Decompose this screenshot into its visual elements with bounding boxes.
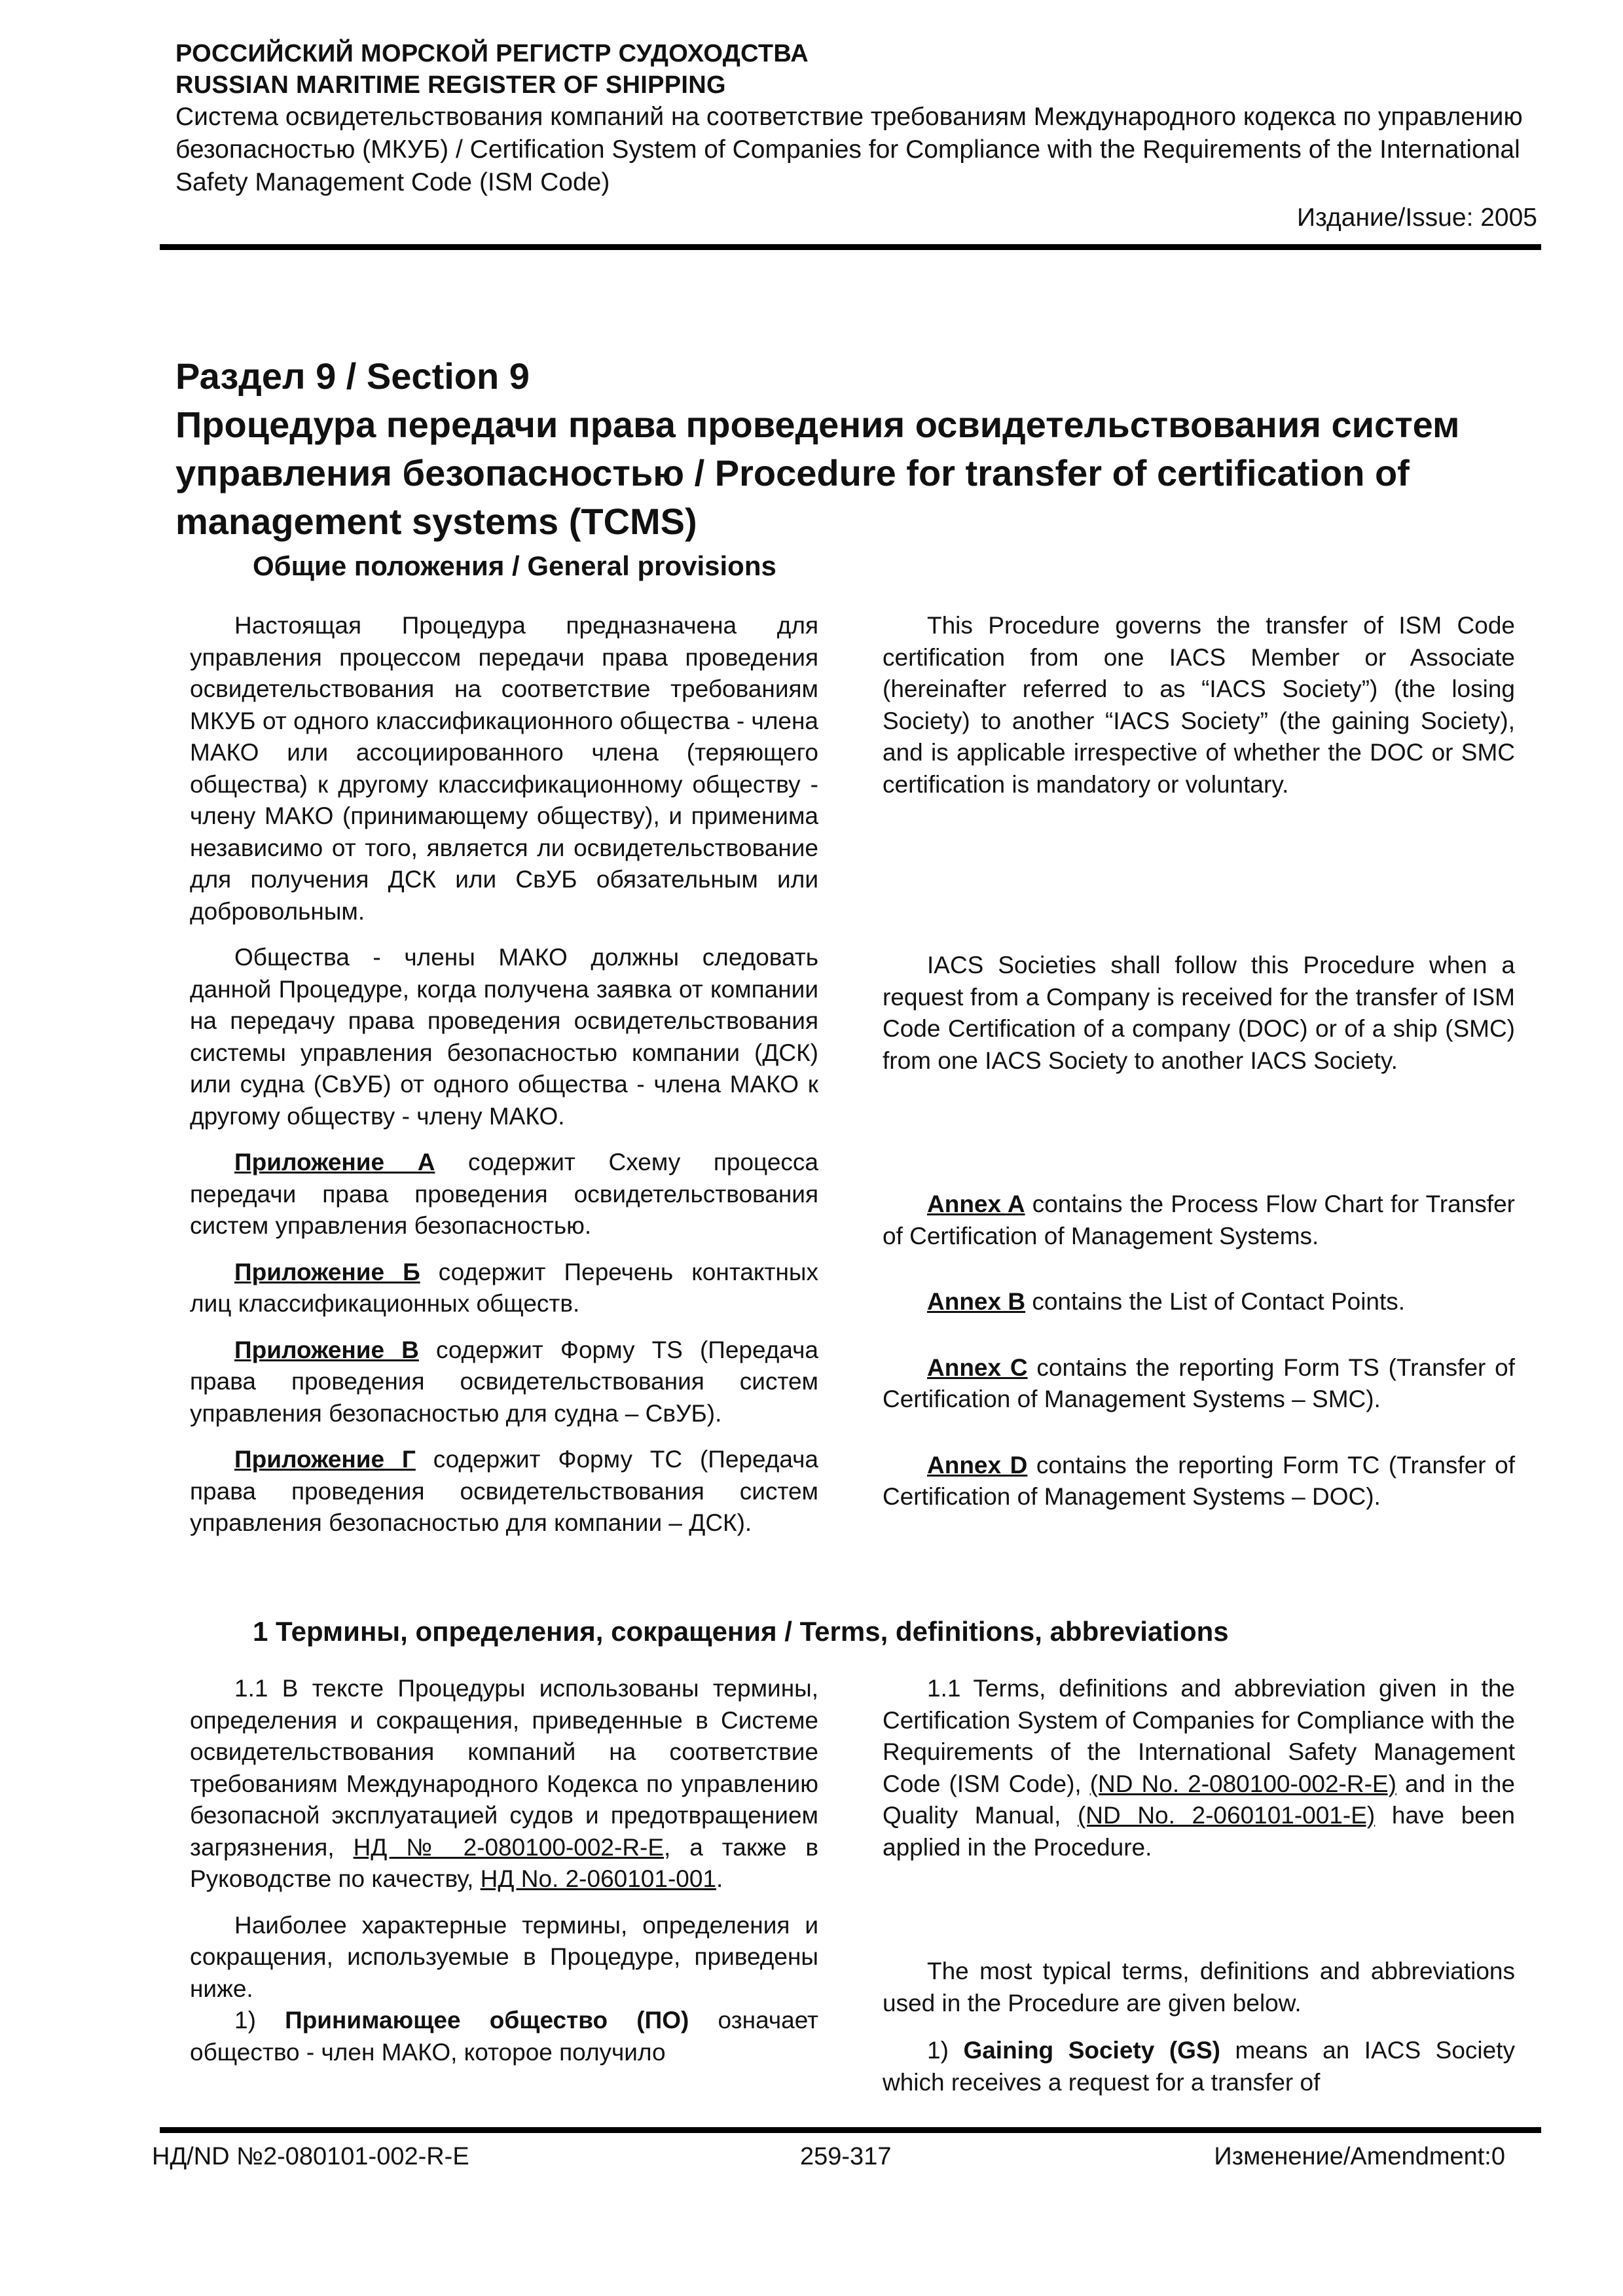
en-annex-c-text: contains the reporting Form TS (Transfer of Certification of Management Systems – SMC).	[883, 1354, 1516, 1412]
issue-label: Издание/Issue: 2005	[1297, 204, 1537, 232]
en-clause-1-1-text: 1.1 Terms, definitions and abbreviation given in the Certification System of Companies for Compliance with the Requirements of the International Safety Management Code (ISM Code),	[883, 1675, 1515, 1797]
en-column-terms-2	[883, 1956, 1515, 2098]
document-title: Система освидетельствования компаний на соответствие требованиям Международного кодекса по управлению безопасностью (МКУБ) / Certification System of Companies for Compliance with the Requirements of the International Safety Management Code (ISM Code)	[175, 103, 1523, 196]
en-annex-a-label: Annex A	[927, 1191, 1025, 1217]
en-annex-b-label: Annex B	[927, 1288, 1026, 1315]
en-definition-number: 1)	[927, 2037, 964, 2064]
general-provisions-heading: Общие положения / General provisions	[253, 550, 776, 581]
en-clause-1-1	[883, 1673, 1515, 1863]
en-clause-1-1-mid: and in the Quality Manual,	[883, 1770, 1515, 1829]
en-annex-a-text: contains the Process Flow Chart for Transfer of Certification of Management Systems.	[883, 1191, 1515, 1249]
en-definition-term: Gaining Society (GS)	[963, 2037, 1220, 2064]
ru-annex-c-text: содержит Форму TS (Передача права проведения освидетельствования систем управления безопасностью для судна – СвУБ).	[190, 1336, 818, 1427]
ru-clause-1-1-mid: , а также в Руководстве по качеству,	[190, 1833, 818, 1892]
en-paragraph: This Procedure governs the transfer of ISM Code certification from one IACS Member or Associate (hereinafter referred to as “IACS Society”) (the losing Society) to another “IACS Society” (the gaining Society), and is applicable irrespective of whether the DOC or SMC certification is mandatory or voluntary.	[883, 612, 1515, 798]
ru-annex-b-label: Приложение Б	[234, 1258, 420, 1285]
en-definition-text: means an IACS Society which receives a request for a transfer of	[883, 2037, 1515, 2096]
en-clause-1-1-end: have been applied in the Procedure.	[883, 1802, 1515, 1861]
footer-divider	[160, 2127, 1541, 2133]
ru-annex-c-label: Приложение В	[234, 1336, 419, 1363]
footer-page-range: 259-317	[800, 2143, 892, 2170]
ru-paragraph: Настоящая Процедура предназначена для управления процессом передачи права проведения освидетельствования на соответствие требованиям МКУБ от одного классификационного общества - члена МАКО или ассоциированного члена (теряющего общества) к другому классификационному обществу - члену МАКО (принимающему обществу), и применима независимо от того, является ли освидетельствование для получения ДСК или СвУБ обязательным или добровольным.	[190, 612, 818, 925]
en-annex-d-label: Annex D	[927, 1451, 1028, 1479]
en-ref-nd-060101: (ND No. 2-060101-001-E)	[1077, 1802, 1376, 1829]
en-annex-c-label: Annex C	[927, 1354, 1028, 1381]
ru-clause-1-1-text: 1.1 В тексте Процедуры использованы термины, определения и сокращения, приведенные в Системе освидетельствования компаний на соответствие требованиям Международного Кодекса по управлению безопасной эксплуатацией судов и предотвращением загрязнения,	[190, 1675, 818, 1861]
en-definition-1	[883, 2035, 1515, 2098]
ru-annex-d	[190, 1444, 818, 1539]
en-typical-terms: The most typical terms, definitions and abbreviations used in the Procedure are given below.	[883, 1958, 1515, 2017]
ru-paragraph: Общества - члены МАКО должны следовать данной Процедуре, когда получена заявка от компании на передачу права проведения освидетельствования системы управления безопасностью компании (ДСК) или судна (СвУБ) от одного общества - члена МАКО к другому обществу - члену МАКО.	[190, 944, 818, 1130]
footer-doc-number: НД/ND №2-080101-002-R-E	[152, 2143, 469, 2170]
ru-definition-text: означает общество - член МАКО, которое получило	[190, 2007, 818, 2066]
en-annex-b-text: contains the List of Contact Points.	[1025, 1288, 1406, 1315]
ru-typical-terms: Наиболее характерные термины, определения и сокращения, используемые в Процедуре, приведены ниже.	[190, 1911, 818, 2002]
section-number: Раздел 9 / Section 9	[175, 355, 530, 397]
register-name-ru: РОССИЙСКИЙ МОРСКОЙ РЕГИСТР СУДОХОДСТВА	[175, 40, 809, 67]
ru-annex-b-text: содержит Перечень контактных лиц классификационных обществ.	[190, 1258, 819, 1317]
ru-annex-a-text: содержит Схему процесса передачи права проведения освидетельствования систем управления безопасностью.	[190, 1149, 818, 1239]
ru-annex-c	[190, 1335, 818, 1430]
header-divider	[160, 244, 1541, 250]
ru-annex-a	[190, 1147, 818, 1242]
ru-clause-1-1-end: .	[716, 1865, 723, 1892]
register-name-en: RUSSIAN MARITIME REGISTER OF SHIPPING	[175, 71, 726, 99]
en-column-annexes	[883, 1189, 1515, 1528]
en-annex-c	[883, 1352, 1515, 1416]
ru-clause-1-1	[190, 1673, 818, 1895]
en-ref-nd-080100: (ND No. 2-080100-002-R-E)	[1089, 1770, 1396, 1797]
ru-definition-number: 1)	[234, 2007, 285, 2034]
en-annex-d-text: contains the reporting Form TC (Transfer of Certification of Management Systems – DOC).	[883, 1451, 1516, 1510]
en-column-terms	[883, 1673, 1515, 1878]
section-title-block	[175, 352, 1544, 546]
en-annex-d	[883, 1450, 1515, 1513]
ru-definition-1	[190, 2005, 818, 2068]
footer-amendment: Изменение/Amendment:0	[1214, 2143, 1505, 2170]
en-column-general	[883, 610, 1515, 815]
section-subtitle: Процедура передачи права проведения освидетельствования систем управления безопасностью / Procedure for transfer of certification of management systems (TCMS)	[175, 404, 1460, 542]
ru-annex-d-label: Приложение Г	[234, 1446, 416, 1473]
ru-definition-term: Принимающее общество (ПО)	[285, 2007, 689, 2034]
en-annex-a	[883, 1189, 1515, 1252]
ru-column-terms	[190, 1673, 818, 2068]
terms-heading: 1 Термины, определения, сокращения / Terms, definitions, abbreviations	[253, 1616, 1229, 1647]
ru-column-general	[190, 610, 818, 1554]
ru-annex-d-text: содержит Форму TC (Передача права проведения освидетельствования систем управления безопасностью для компании – ДСК).	[190, 1446, 818, 1536]
en-column-general-2	[883, 950, 1515, 1091]
ru-annex-a-label: Приложение А	[234, 1149, 435, 1175]
page-header	[175, 38, 1537, 234]
en-annex-b	[883, 1286, 1515, 1318]
en-paragraph: IACS Societies shall follow this Procedure when a request from a Company is received for the transfer of ISM Code Certification of a company (DOC) or of a ship (SMC) from one IACS Society to another IACS Society.	[883, 952, 1515, 1074]
ru-ref-nd-080100: НД № 2-080100-002-R-E	[353, 1833, 665, 1861]
ru-annex-b	[190, 1257, 818, 1320]
ru-ref-nd-060101: НД No. 2-060101-001	[480, 1865, 717, 1892]
